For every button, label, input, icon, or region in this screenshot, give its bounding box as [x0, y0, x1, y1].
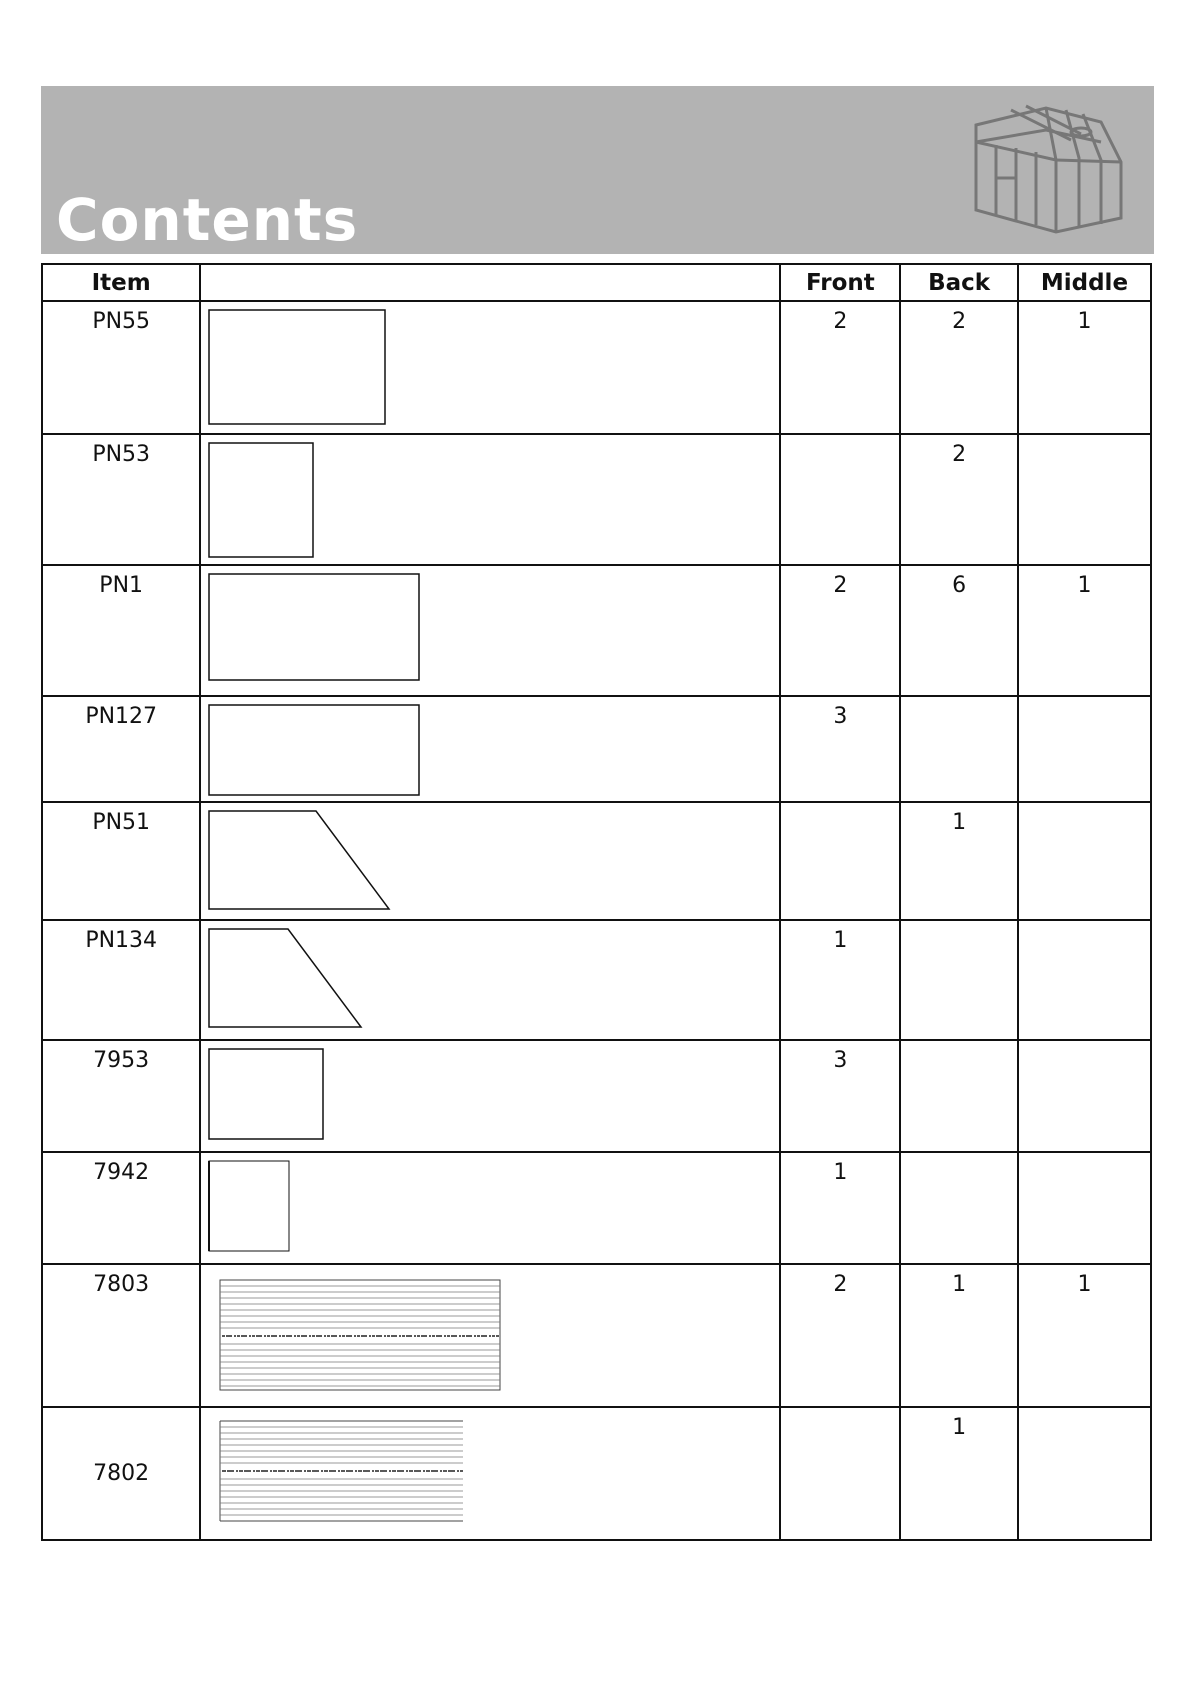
page-title: Contents — [56, 186, 359, 254]
back-qty — [900, 1152, 1018, 1264]
back-qty — [900, 1040, 1018, 1152]
front-qty: 3 — [780, 696, 900, 802]
part-drawing — [200, 696, 780, 802]
square-panel-drawing — [208, 442, 316, 560]
multiwall-sheet-drawing — [219, 1272, 503, 1392]
table-row — [42, 1040, 1151, 1152]
back-qty: 1 — [900, 1264, 1018, 1407]
front-qty: 3 — [780, 1040, 900, 1152]
front-qty — [780, 434, 900, 565]
middle-qty: 1 — [1018, 301, 1151, 434]
front-qty — [780, 1407, 900, 1540]
middle-qty — [1018, 1040, 1151, 1152]
table-row — [42, 1152, 1151, 1264]
table-row — [42, 1407, 1151, 1540]
part-drawing — [200, 920, 780, 1040]
back-qty: 2 — [900, 301, 1018, 434]
item-code: PN1 — [42, 565, 200, 696]
middle-qty — [1018, 802, 1151, 920]
middle-qty: 1 — [1018, 1264, 1151, 1407]
part-drawing — [200, 565, 780, 696]
front-qty — [780, 802, 900, 920]
item-code: 7942 — [42, 1152, 200, 1264]
item-code: PN53 — [42, 434, 200, 565]
item-code: PN134 — [42, 920, 200, 1040]
table-row — [42, 920, 1151, 1040]
trapezoid-panel-drawing — [208, 928, 364, 1030]
middle-qty: 1 — [1018, 565, 1151, 696]
part-drawing — [200, 301, 780, 434]
rect-panel-drawing — [208, 309, 388, 427]
part-drawing — [200, 1264, 780, 1407]
rect-panel-drawing — [208, 704, 422, 798]
middle-qty — [1018, 920, 1151, 1040]
header-back: Back — [900, 264, 1018, 301]
item-code: 7803 — [42, 1264, 200, 1407]
trapezoid-panel-drawing — [208, 810, 392, 912]
item-code: PN55 — [42, 301, 200, 434]
table-row — [42, 565, 1151, 696]
item-code: PN127 — [42, 696, 200, 802]
back-qty — [900, 920, 1018, 1040]
back-qty: 1 — [900, 802, 1018, 920]
part-drawing — [200, 802, 780, 920]
part-drawing — [200, 1040, 780, 1152]
table-row — [42, 802, 1151, 920]
back-qty: 6 — [900, 565, 1018, 696]
front-qty: 2 — [780, 565, 900, 696]
front-qty: 1 — [780, 920, 900, 1040]
part-drawing — [200, 434, 780, 565]
part-drawing — [200, 1407, 780, 1540]
table-header-row — [42, 264, 1151, 301]
header-middle: Middle — [1018, 264, 1151, 301]
middle-qty — [1018, 1152, 1151, 1264]
table-row — [42, 434, 1151, 565]
back-qty: 1 — [900, 1407, 1018, 1540]
middle-qty — [1018, 1407, 1151, 1540]
table-row — [42, 301, 1151, 434]
rect-panel-drawing — [208, 1160, 292, 1254]
table-row — [42, 1264, 1151, 1407]
part-drawing — [200, 1152, 780, 1264]
table-row — [42, 696, 1151, 802]
header-image — [200, 264, 780, 301]
front-qty: 2 — [780, 1264, 900, 1407]
item-code: PN51 — [42, 802, 200, 920]
middle-qty — [1018, 696, 1151, 802]
multiwall-sheet-drawing — [219, 1415, 465, 1523]
front-qty: 1 — [780, 1152, 900, 1264]
rect-panel-drawing — [208, 1048, 326, 1142]
back-qty: 2 — [900, 434, 1018, 565]
front-qty: 2 — [780, 301, 900, 434]
header-front: Front — [780, 264, 900, 301]
header-banner — [41, 86, 1154, 254]
item-code: 7802 — [42, 1407, 200, 1540]
item-code: 7953 — [42, 1040, 200, 1152]
header-item: Item — [42, 264, 200, 301]
contents-table — [41, 263, 1152, 1541]
conservatory-icon — [971, 100, 1139, 248]
back-qty — [900, 696, 1018, 802]
rect-panel-drawing — [208, 573, 422, 683]
middle-qty — [1018, 434, 1151, 565]
